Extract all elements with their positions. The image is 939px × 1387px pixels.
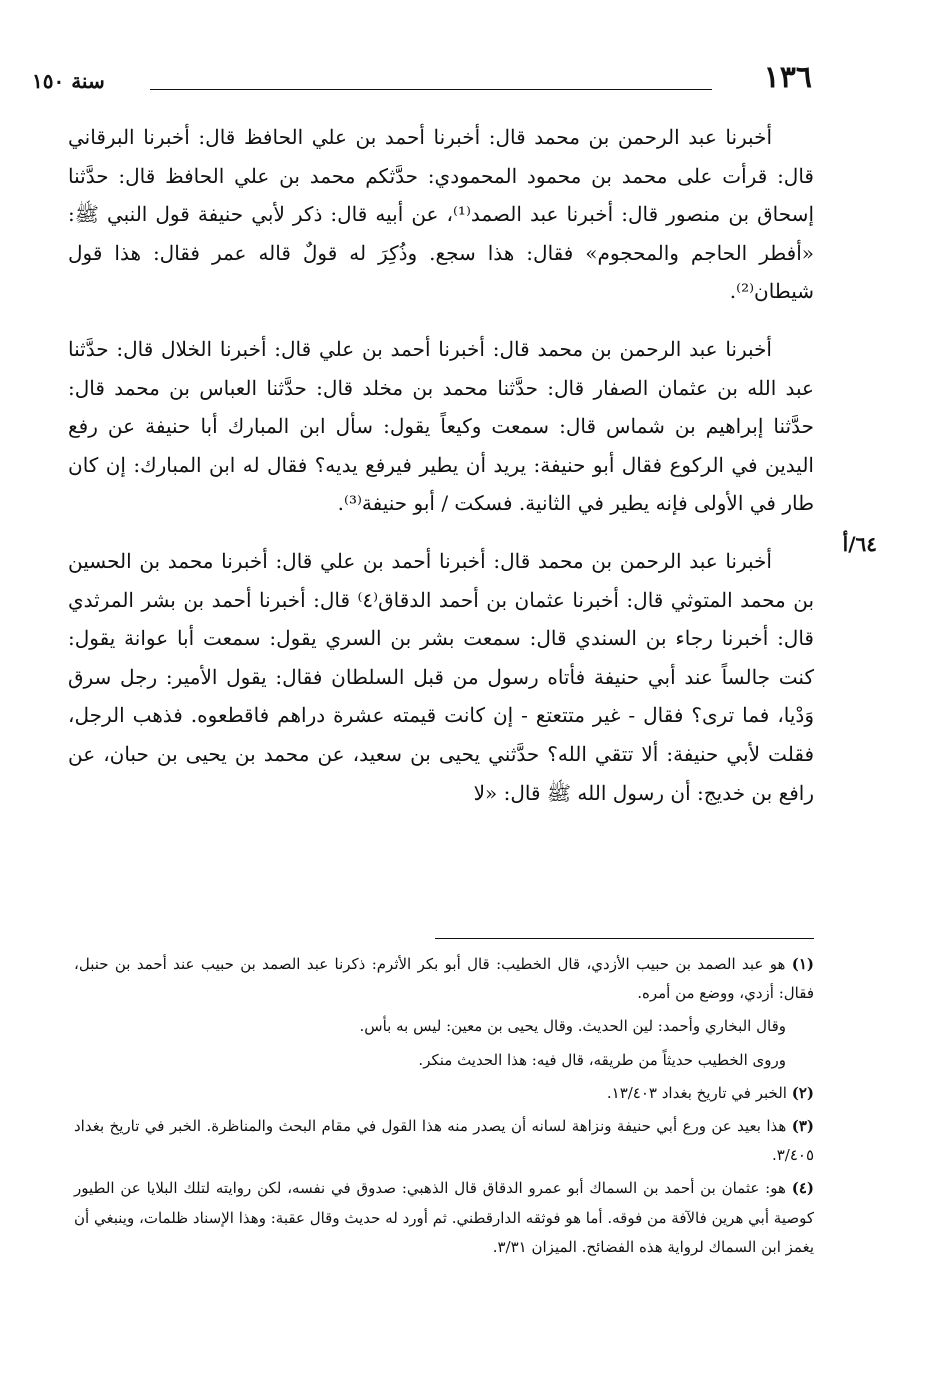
paragraph-2: أخبرنا عبد الرحمن بن محمد قال: أخبرنا أحمد بن علي قال: أخبرنا الخلال قال: حدَّثنا عبد الله بن عثمان الصفار قال: حدَّثنا محمد بن مخلد قال: حدَّثنا العباس بن محمد قال: حدَّثنا إبراهيم بن شماس قال: سمعت وكيعاً يقول: سأل ابن المبارك أبا حنيفة عن رفع اليدين في الركوع فقال أبو حنيفة: يريد أن يطير فيرفع يديه؟ فقال له ابن المبارك: إن كان طار في الأولى فإنه يطير في الثانية. فسكت / أبو حنيفة⁽³⁾. <box>68 336 814 516</box>
footnote-number: (٢) <box>791 1083 814 1102</box>
running-title: سنة ١٥٠ <box>32 69 105 93</box>
footnote-4 <box>74 1174 814 1262</box>
page-number: ١٣٦ <box>763 60 812 95</box>
footnotes <box>74 950 814 1266</box>
footnote-1-continuation-1: وقال البخاري وأحمد: لين الحديث. وقال يحيى بن معين: ليس به بأس. <box>359 1017 786 1036</box>
footnote-text: هو عبد الصمد بن حبيب الأزدي، قال الخطيب: قال أبو بكر الأثرم: ذكرنا عبد الصمد بن حبيب عند أحمد بن حنبل، فقال: أزدي، ووضع من أمره. <box>74 955 814 1003</box>
footnote-3 <box>74 1112 814 1170</box>
footnote-number: (٣) <box>791 1117 814 1136</box>
footnote-1 <box>74 950 814 1008</box>
footnote-1-continuation-2: وروى الخطيب حديثاً من طريقه، قال فيه: هذا الحديث منكر. <box>418 1050 786 1069</box>
footnote-2 <box>74 1079 814 1108</box>
footnote-number: (٤) <box>791 1179 814 1198</box>
footnote-text: الخبر في تاريخ بغداد ١٣/٤٠٣. <box>606 1083 787 1102</box>
footnote-number: (١) <box>791 955 814 973</box>
footnote-separator <box>435 938 814 939</box>
footnote-text: هذا بعيد عن ورع أبي حنيفة ونزاهة لسانه أن يصدر منه هذا القول في مقام البحث والمناظرة. الخبر في تاريخ بغداد ٣/٤٠٥. <box>74 1117 814 1165</box>
header-rule <box>150 89 712 90</box>
paragraph-3: أخبرنا عبد الرحمن بن محمد قال: أخبرنا أحمد بن علي قال: أخبرنا محمد بن الحسين بن محمد المتوثي قال: أخبرنا عثمان بن أحمد الدقاق⁽٤⁾ قال: أخبرنا أحمد بن بشر المرثدي قال: أخبرنا رجاء بن السندي قال: سمعت بشر بن السري يقول: سمعت أبا عوانة يقول: كنت جالساً عند أبي حنيفة فأتاه رسول من قبل السلطان فقال: يقول الأمير: رجل سرق وَدْيا، فما ترى؟ فقال - غير متتعتع - إن كانت قيمته عشرة دراهم فاقطعوه. فذهب الرجل، فقلت لأبي حنيفة: ألا تتقي الله؟ حدَّثني يحيى بن سعيد، عن محمد بن يحيى بن حبان، عن رافع بن خديج: أن رسول الله ﷺ قال: «لا <box>68 548 815 805</box>
margin-folio-note: ٦٤/أ <box>842 532 877 556</box>
footnote-text: هو: عثمان بن أحمد بن السماك أبو عمرو الدقاق قال الذهبي: صدوق في نفسه، لكن روايته لتلك البلايا عن الطيور كوصية أبي هرين فالآفة من فوقه. أما هو فوثقه الدارقطني. ثم أورد له حديث وقال عقبة: وهذا الإسناد ظلمات، وينبغي أن يغمز ابن السماك لرواية هذه الفضائح. الميزان ٣/٣١. <box>74 1179 814 1256</box>
main-text <box>68 118 814 831</box>
paragraph-1: أخبرنا عبد الرحمن بن محمد قال: أخبرنا أحمد بن علي الحافظ قال: أخبرنا البرقاني قال: قرأت على محمد بن محمود المحمودي: حدَّثكم محمد بن علي الحافظ قال: حدَّثنا إسحاق بن منصور قال: أخبرنا عبد الصمد⁽¹⁾، عن أبيه قال: ذكر لأبي حنيفة قول النبي ﷺ: «أفطر الحاجم والمحجوم» فقال: هذا سجع. وذُكِرَ له قولٌ قاله عمر فقال: هذا قول شيطان⁽²⁾. <box>68 125 814 304</box>
page-header <box>32 60 812 100</box>
